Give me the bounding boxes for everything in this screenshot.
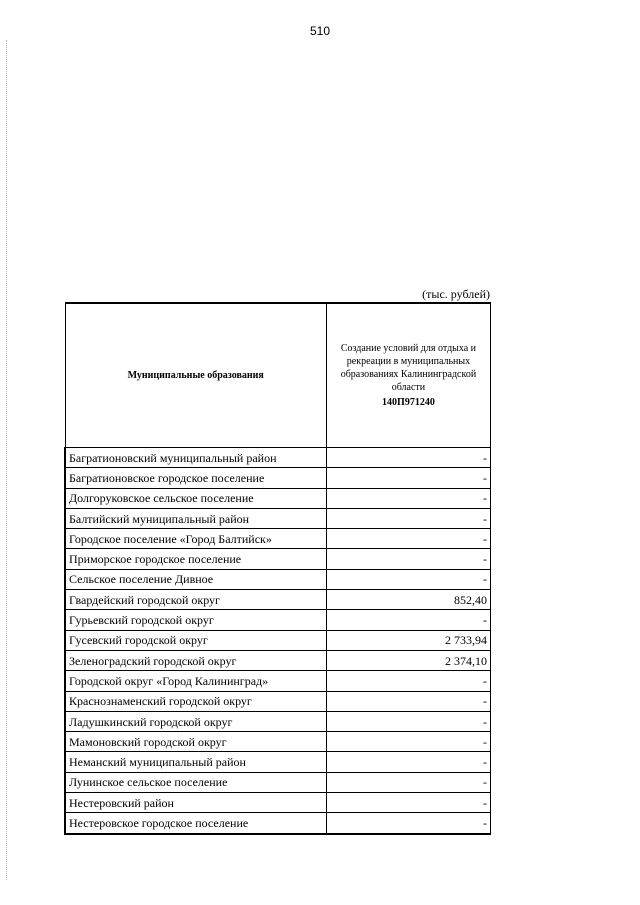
amount-cell: - — [326, 549, 490, 569]
table-row — [65, 752, 491, 772]
scan-margin-marks — [6, 40, 8, 880]
amount-cell: - — [326, 610, 490, 630]
municipality-name: Гусевский городской округ — [65, 630, 326, 650]
amount-cell: 2 733,94 — [326, 630, 490, 650]
municipality-name: Приморское городское поселение — [65, 549, 326, 569]
amount-cell: - — [326, 732, 490, 752]
table-row — [65, 488, 491, 508]
municipality-name: Балтийский муниципальный район — [65, 508, 326, 528]
table-row — [65, 529, 491, 549]
municipality-name: Мамоновский городской округ — [65, 732, 326, 752]
table-row — [65, 732, 491, 752]
header-program-title: Создание условий для отдыха и рекреации в муниципальных образованиях Калининградской области — [340, 343, 477, 393]
header-municipalities: Муниципальные образования — [65, 303, 326, 448]
table-row — [65, 590, 491, 610]
amount-cell: - — [326, 793, 490, 813]
municipal-funding-table — [64, 302, 491, 835]
amount-cell: 852,40 — [326, 590, 490, 610]
municipality-name: Ладушкинский городской округ — [65, 711, 326, 731]
amount-cell: - — [326, 813, 490, 834]
table-row — [65, 508, 491, 528]
table-row — [65, 772, 491, 792]
amount-cell: 2 374,10 — [326, 650, 490, 670]
amount-cell: - — [326, 488, 490, 508]
municipality-name: Краснознаменский городской округ — [65, 691, 326, 711]
table-row — [65, 711, 491, 731]
amount-cell: - — [326, 671, 490, 691]
amount-cell: - — [326, 448, 490, 468]
table-row — [65, 549, 491, 569]
amount-cell: - — [326, 529, 490, 549]
municipality-name: Зеленоградский городской округ — [65, 650, 326, 670]
table-row — [65, 468, 491, 488]
page-number: 510 — [309, 24, 331, 38]
table-row — [65, 569, 491, 589]
amount-cell: - — [326, 468, 490, 488]
table-row — [65, 650, 491, 670]
table-row — [65, 691, 491, 711]
municipality-name: Гурьевский городской округ — [65, 610, 326, 630]
amount-cell: - — [326, 569, 490, 589]
municipality-name: Городской округ «Город Калининград» — [65, 671, 326, 691]
municipality-name: Сельское поселение Дивное — [65, 569, 326, 589]
municipality-name: Долгоруковское сельское поселение — [65, 488, 326, 508]
table-row — [65, 448, 491, 468]
unit-note: (тыс. рублей) — [422, 287, 490, 301]
table-row — [65, 610, 491, 630]
amount-cell: - — [326, 752, 490, 772]
amount-cell: - — [326, 711, 490, 731]
amount-cell: - — [326, 508, 490, 528]
municipality-name: Багратионовское городское поселение — [65, 468, 326, 488]
table-row — [65, 671, 491, 691]
header-program — [326, 303, 490, 448]
municipality-name: Багратионовский муниципальный район — [65, 448, 326, 468]
municipality-name: Городское поселение «Город Балтийск» — [65, 529, 326, 549]
header-program-code: 140П971240 — [382, 397, 435, 408]
table-row — [65, 630, 491, 650]
municipality-name: Гвардейский городской округ — [65, 590, 326, 610]
amount-cell: - — [326, 691, 490, 711]
municipality-name: Нестеровский район — [65, 793, 326, 813]
table-row — [65, 793, 491, 813]
amount-cell: - — [326, 772, 490, 792]
table-row — [65, 813, 491, 834]
municipality-name: Нестеровское городское поселение — [65, 813, 326, 834]
municipality-name: Неманский муниципальный район — [65, 752, 326, 772]
table-header-row — [65, 303, 491, 448]
municipality-name: Лунинское сельское поселение — [65, 772, 326, 792]
